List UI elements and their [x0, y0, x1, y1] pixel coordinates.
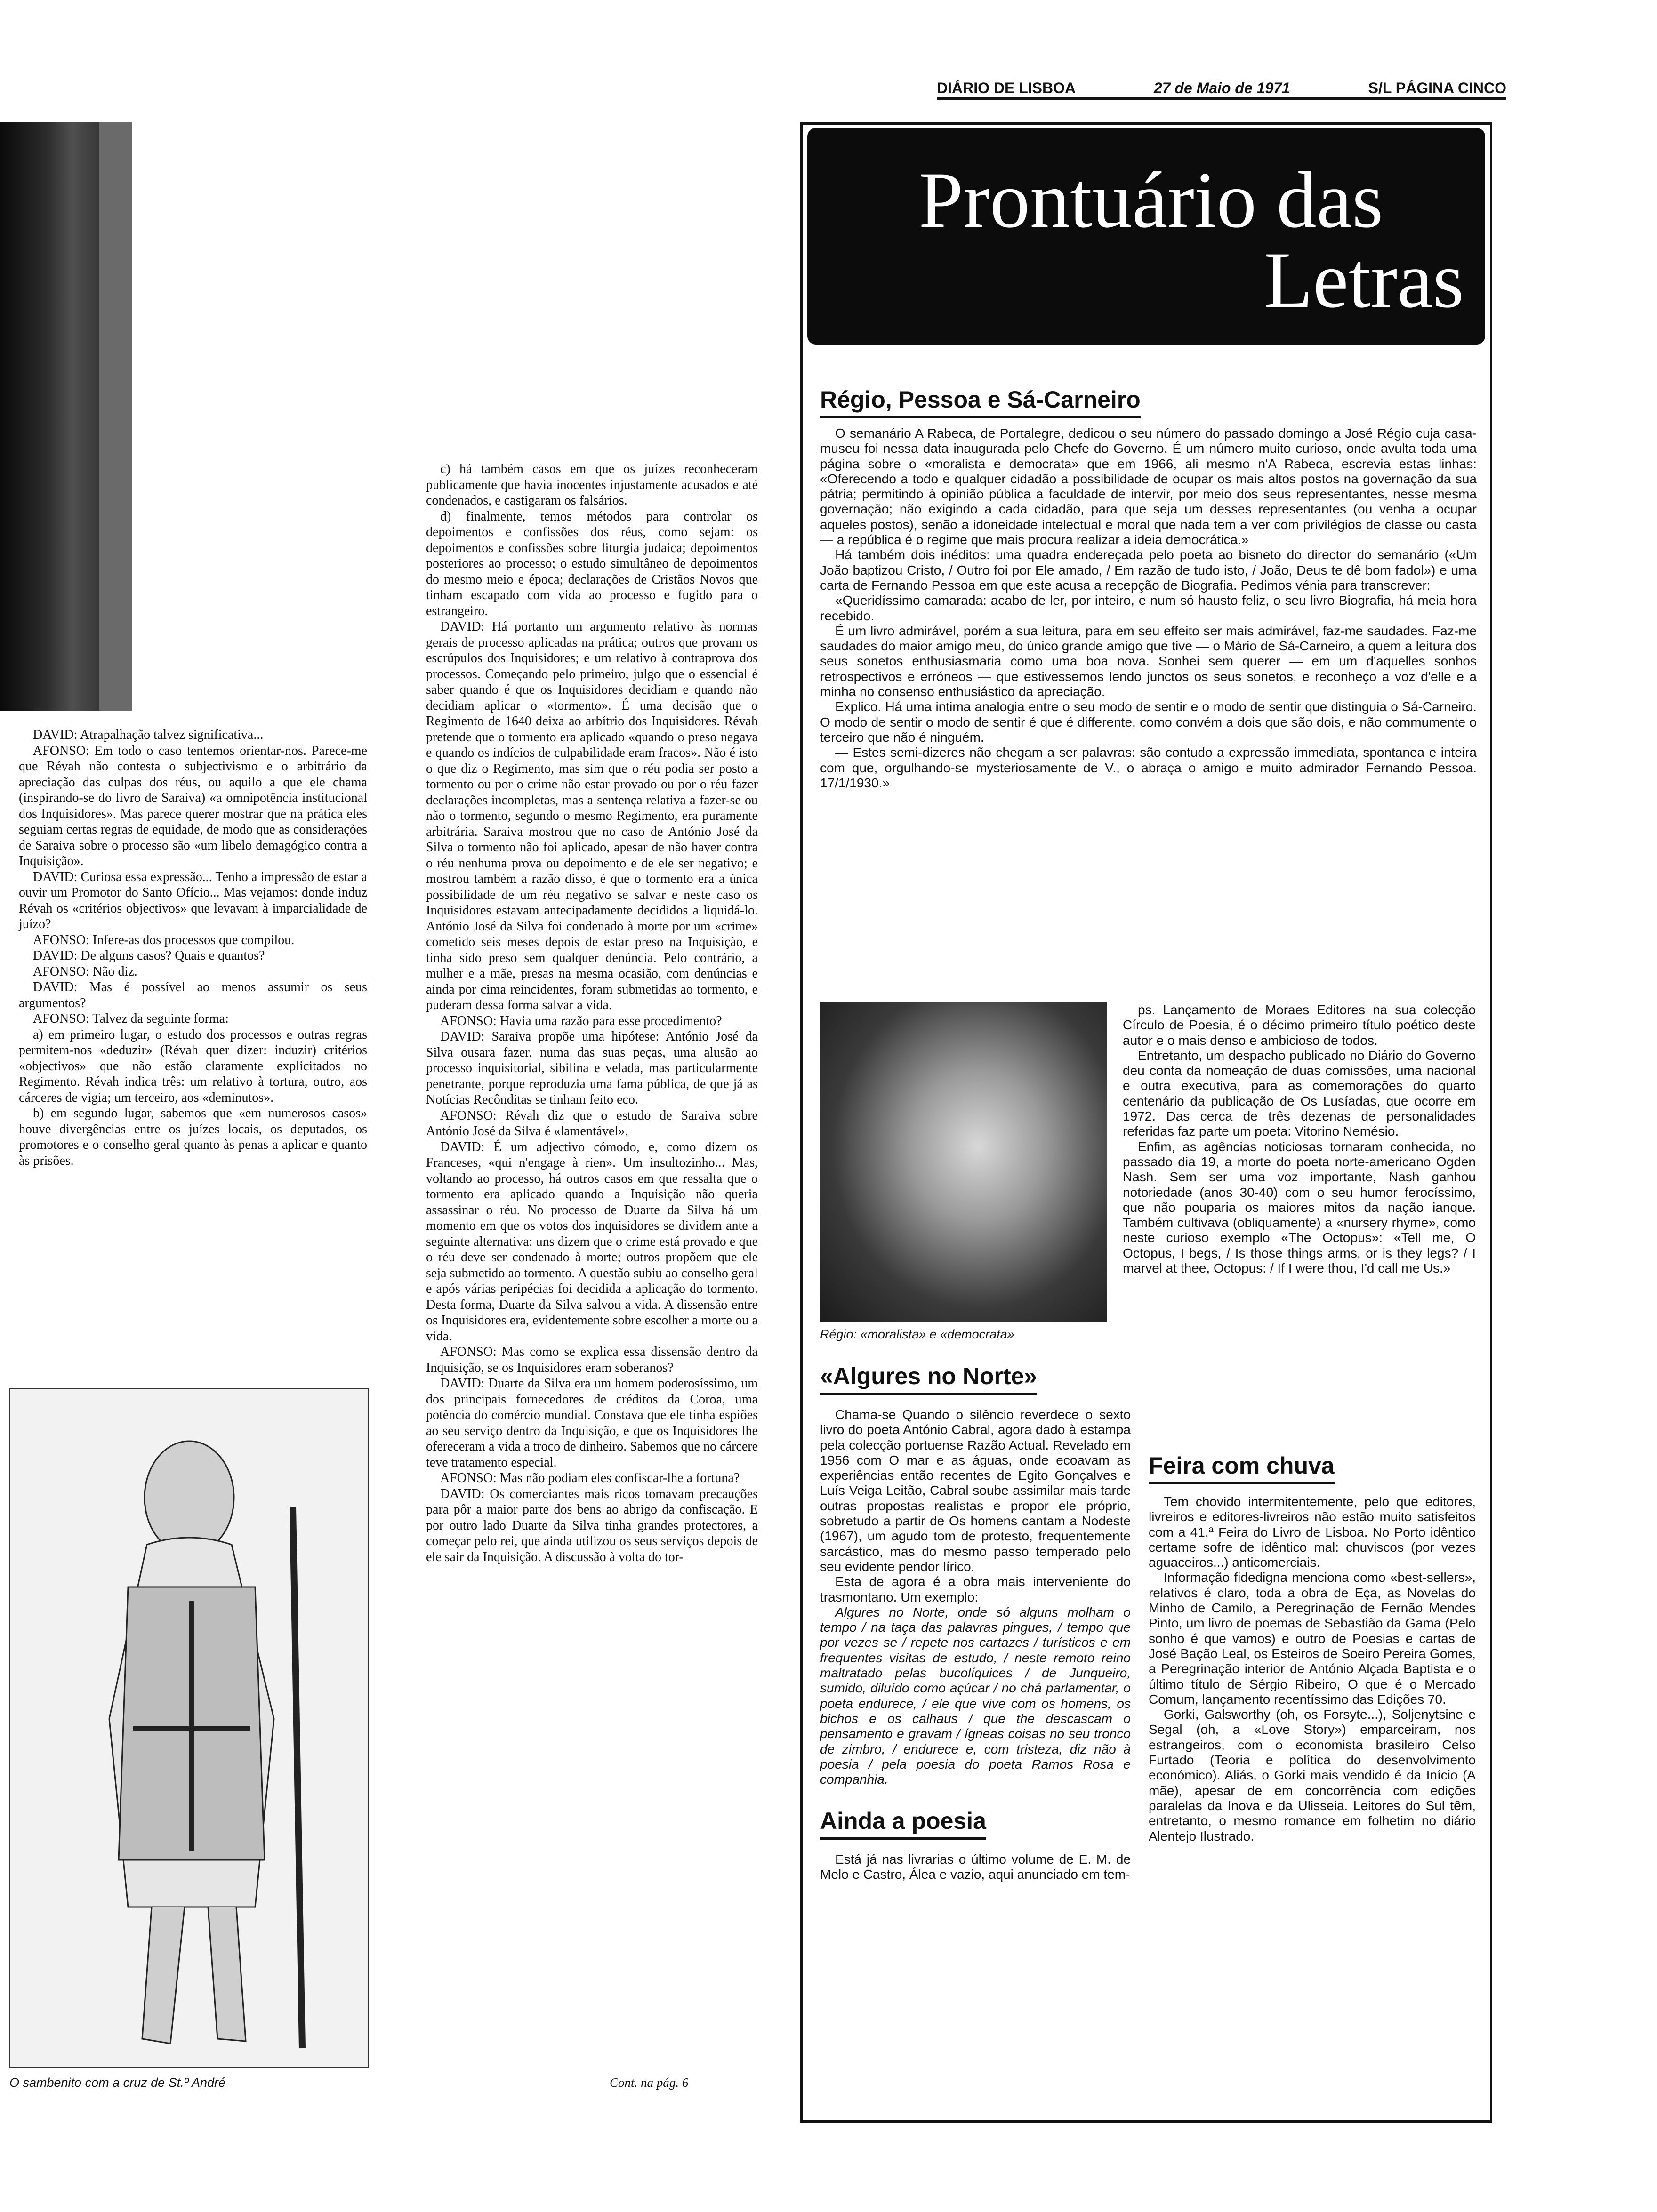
paragraph: — Estes semi-dizeres não chegam a ser palavras: são contudo a expressão immediata, spontanea e inteira com que, orgulhando-se mysteriosamente de V., o abraça o amigo e muito admirador Fernando Pessoa. 17/1/1930.» — [820, 745, 1477, 790]
section-regio-body — [820, 426, 1477, 791]
section-title-feira: Feira com chuva — [1149, 1452, 1335, 1484]
paragraph: AFONSO: Mas não podiam eles confiscar-lhe a fortuna? — [440, 1471, 740, 1485]
paragraph: Informação fidedigna menciona como «best-sellers», relativos é claro, toda a obra de Eça, as Novelas do Minho de Camilo, a Peregrinação de Fernão Mendes Pinto, um livro de poemas de Sebastião da Gama (Pelo sonho é que vamos) e outro de Poesias e cartas de José Bação Leal, os Esteiros de Soeiro Pereira Gomes, a Peregrinação interior de António Alçada Baptista e o último título de Sérgio Ribeiro, O que é o Mercado Comum, lançamento recentíssimo das Edições 70. — [1149, 1570, 1476, 1707]
feature-title-line-2: Letras — [1264, 236, 1464, 324]
continued-note: Cont. na pág. 6 — [610, 2076, 689, 2090]
paragraph: Enfim, as agências noticiosas tornaram conhecida, no passado dia 19, a morte do poeta norte-americano Ogden Nash. Sem ser uma voz importante, Nash ganhou notoriedade (anos 30-40) com o seu humor ferocíssimo, que não pouparia os maiores mitos da nação ianque. Também cultivava (obliquamente) a «nursery rhyme», como neste curioso exemplo «The Octopus»: «Tell me, O Octopus, I begs, / Is those things arms, or is they legs? / I marvel at thee, Octopus: / If I were thou, I'd call me Us.» — [1123, 1139, 1476, 1276]
section-title-algures: «Algures no Norte» — [820, 1362, 1037, 1395]
section-title-ainda: Ainda a poesia — [820, 1807, 986, 1840]
section-regio-continued — [1123, 1002, 1476, 1276]
paragraph: DAVID: É um adjectivo cómodo, e, como dizem os Franceses, «qui n'engage à rien». Um insultozinho... Mas, voltando ao processo, há outros casos em que ressalta que o tormento era aplicado quando a Inquisição não queria assassinar o réu. No processo de Duarte da Silva há um momento em que os votos dos inquisidores se dividem ante a seguinte alternativa: uns dizem que o crime está provado e que o réu deve ser condenado à morte; outros propõem que ele seja submetido ao tormento. A questão subiu ao conselho geral e após várias peripécias foi decidida a aplicação do tormento. Desta forma, Duarte da Silva salvou a vida. A dissensão entre os Inquisidores era, evidentemente sobre escolher a morte ou a vida. — [426, 1139, 758, 1344]
paragraph: Chama-se Quando o silêncio reverdece o sexto livro do poeta António Cabral, agora dado à estampa pela colecção portuense Razão Actual. Revelado em 1956 com O mar e as águas, onde ecoavam as experiências então recentes de Egito Gonçalves e Luís Veiga Leitão, Cabral soube assimilar mais tarde outras propostas realistas e propor ele próprio, sobretudo a partir de Os homens cantam a Nodeste (1967), um agudo tom de protesto, frequentemente sarcástico, mas do mesmo passo temperado pelo seu evidente pendor lírico. — [820, 1407, 1131, 1574]
portrait-caption: Régio: «moralista» e «democrata» — [820, 1327, 1014, 1341]
paragraph: ps. Lançamento de Moraes Editores na sua colecção Círculo de Poesia, é o décimo primeiro título poético deste autor e o mais denso e ambicioso de todos. — [1123, 1002, 1476, 1048]
paragraph: AFONSO: Infere-as dos processos que compilou. — [33, 932, 295, 947]
doorway-shape — [99, 122, 132, 711]
page-label: S/L PÁGINA CINCO — [1368, 80, 1506, 96]
newspaper-name: DIÁRIO DE LISBOA — [937, 80, 1076, 96]
paragraph: É um livro admirável, porém a sua leitura, para em seu effeito ser mais admirável, faz-me saudades. Faz-me saudades do maior amigo meu, do único grande amigo que tive — o Mário de Sá-Carneiro, a quem a leitura dos seus sonetos enthusiasmaria como uma boa nova. Sonhei sem querer — em um d'aquelles sonhos retrospectivos e erróneos — que estivessemos lendo junctos os seus sonetos, e reconheço a voz d'elle e a minha no consenso enthusiástico da apreciação. — [820, 623, 1477, 699]
paragraph: Há também dois inéditos: uma quadra endereçada pelo poeta ao bisneto do director do semanário («Um João baptizou Cristo, / Outro foi por Ele amado, / Em razão de tudo isto, / João, Deus te dê bom fadol») e uma carta de Fernando Pessoa em que este acusa a recepção de Biografia. Pedimos vénia para transcrever: — [820, 547, 1477, 593]
section-algures-body — [820, 1407, 1131, 1787]
portrait-jose-regio — [820, 1002, 1107, 1322]
paragraph: Tem chovido intermitentemente, pelo que editores, livreiros e editores-livreiros não estão muito satisfeitos com a 41.ª Feira do Livro de Lisboa. No Porto idêntico certame sofre de idêntico mal: chuviscos (por vezes aguaceiros...) anticomerciais. — [1149, 1494, 1476, 1570]
paragraph: DAVID: Curiosa essa expressão... Tenho a impressão de estar a ouvir um Promotor do Santo Ofício... Mas vejamos: donde induz Révah os «critérios objectivos» que levavam à imparcialidade de juízo? — [19, 869, 367, 931]
engraving-illustration — [10, 1389, 368, 2067]
paragraph: Explico. Há uma intima analogia entre o seu modo de sentir e o modo de sentir que distinguia o Sá-Carneiro. O modo de sentir o modo de sentir é que é differente, como convém a dois que são dois, e não commumente o terceiro que não é ninguém. — [820, 699, 1477, 745]
paragraph: AFONSO: Havia uma razão para esse procedimento? — [440, 1013, 722, 1028]
paragraph: AFONSO: Révah diz que o estudo de Saraiva sobre António José da Silva é «lamentável». — [426, 1108, 758, 1138]
paragraph: DAVID: Mas é possível ao menos assumir os seus argumentos? — [19, 980, 367, 1010]
paragraph: Gorki, Galsworthy (oh, os Forsyte...), Soljenytsine e Segal (oh, a «Love Story») emparceiram, nos estrangeiros, com o economista brasileiro Celso Furtado (Teoria e política do desenvolvimento económico). Aliás, o Gorki mais vendido é da Início (A mãe), apesar de em concorrência com edições paralelas da Inova e da Ulisseia. Leitores do Sul têm, entretanto, o mesmo romance em folhetim no diário Alentejo Ilustrado. — [1149, 1707, 1476, 1843]
poem-excerpt: Algures no Norte, onde só alguns molham o tempo / na taça das palavras pingues, / tempo que por vezes se / repete nos cartazes / turísticos e em frequentes visitas de estudo, / neste remoto reino maltratado pelas bucolíquices / de Junqueiro, sumido, diluído como açúcar / no chá parlamentar, o poeta endurece, / ele que vive com os homens, os bichos e os calhaus / que the descascam o pensamento e gravam / ígneas coisas no seu tronco de zimbro, / endurece e, com tristeza, diz não à poesia / pela poesia do poeta Ramos Rosa e companhia. — [820, 1604, 1131, 1787]
paragraph: «Queridíssimo camarada: acabo de ler, por inteiro, e num só hausto feliz, o seu livro Biografia, há meia hora recebido. — [820, 593, 1477, 623]
paragraph: DAVID: Duarte da Silva era um homem poderosíssimo, um dos principais fornecedores de créditos da Coroa, uma potência do comércio mundial. Constava que ele tinha espiões ao seu serviço dentro da Inquisição, e que os Inquisidores lhe ofereceram a vida a troco de dinheiro. Sabemos que no cárcere teve tratamento especial. — [426, 1376, 758, 1470]
paragraph: O semanário A Rabeca, de Portalegre, dedicou o seu número do passado domingo a José Régio cuja casa-museu foi nessa data inaugurada pelo Chefe do Governo. É um número muito curioso, onde avulta toda uma página sobre o «moralista e democrata» que em 1966, ali mesmo n'A Rabeca, escrevia estas linhas: «Oferecendo a todo e qualquer cidadão a possibilidade de ocupar os mais altos postos na governação da sua pátria; permitindo à opinião pública a faculdade de intervir, por meio dos seus representantes, nesse mesma governação; não exigindo a cada cidadão, para que seja um desses representantes (ou venha a ocupar aqueles postos), senão a idoneidade intelectual e moral que nada tem a ver com privilégios de classe ou casta — a república é o regime que mais procura realizar a ideia democrática.» — [820, 426, 1477, 547]
paragraph: DAVID: Há portanto um argumento relativo às normas gerais de processo aplicadas na prática; outros que provam os escrúpulos dos Inquisidores; e um relativo à contraprova dos processos. Começando pelo primeiro, julgo que o essencial é saber quando é que os Inquisidores decidiam e quando não decidiam aplicar o «tormento». É uma decisão que o Regimento de 1640 deixa ao arbítrio dos Inquisidores. Révah pretende que o tormento era aplicado «quando o preso negava e quando os indícios de culpabilidade eram fracos». Não é isto o que diz o Regimento, mas sim que o réu podia ser posto a tormento ou por o crime não estar provado ou por o réu fazer declarações incompletas, mas a sentença relativa a fazer-se ou não o tormento, segundo o mesmo Regimento, era puramente arbitrária. Saraiva mostrou que no caso de António José da Silva o tormento não foi aplicado, apesar de não haver contra o réu nenhuma prova ou depoimento e de ele ser negativo; e mostrou também a razão disso, é que o tormento era a única possibilidade de um réu negativo se salvar e neste caso os Inquisidores estavam antecipadamente decididos a liquidá-lo. António José da Silva foi condenado à morte por um «crime» cometido seis meses depois de estar preso na Inquisição, e tinha sido preso sem qualquer denúncia. Pelo contrário, a mulher e a mãe, presas na mesma ocasião, com denúncias e ainda por cima reincidentes, foram submetidas ao tormento, e puderam dessa forma salvar a vida. — [426, 619, 758, 1012]
section-ainda-body — [820, 1852, 1131, 1883]
paragraph: DAVID: De alguns casos? Quais e quantos? — [33, 948, 265, 963]
top-left-photo — [0, 122, 132, 711]
paragraph: Entretanto, um despacho publicado no Diário do Governo deu conta da nomeação de duas comissões, uma nacional e outra executiva, para as comemorações do quarto centenário da publicação de Os Lusíadas, que ocorre em 1972. Das cerca de três dezenas de personalidades referidas faz parte um poeta: Vitorino Nemésio. — [1123, 1048, 1476, 1139]
paragraph: AFONSO: Talvez da seguinte forma: — [33, 1011, 229, 1026]
article-column-2 — [426, 461, 758, 1565]
paragraph: Está já nas livrarias o último volume de E. M. de Melo e Castro, Álea e vazio, aqui anunciado em tem- — [820, 1852, 1131, 1882]
section-title-regio: Régio, Pessoa e Sá-Carneiro — [820, 386, 1141, 418]
paragraph: DAVID: Atrapalhação talvez significativa... — [33, 728, 264, 742]
paragraph: a) em primeiro lugar, o estudo dos processos e outras regras permitem-nos «deduzir» (Révah quer dizer: induzir) critérios «objectivos» que não estão claramente explicitados no Regimento. Révah indica três: um relativo à tortura, outro, aos cárceres de vigia; um terceiro, aos «deminutos». — [19, 1027, 367, 1105]
sambenito-engraving — [9, 1388, 369, 2068]
paragraph: b) em segundo lugar, sabemos que «em numerosos casos» houve divergências entre os juízes locais, os deputados, os promotores e o conselho geral quanto às penas a aplicar e quanto às prisões. — [19, 1106, 367, 1168]
paragraph: d) finalmente, temos métodos para controlar os depoimentos e confissões dos réus, como sejam: os depoimentos e confissões sobre liturgia judaica; depoimentos posteriores ao processo; o estudo simultâneo de depoimentos do mesmo meio e época; declarações de Cristãos Novos que tinham escapado com vida ao processo e fugido para o estrangeiro. — [426, 509, 758, 618]
paragraph: AFONSO: Não diz. — [33, 964, 137, 979]
feature-title-line-1: Prontuário das — [918, 156, 1384, 244]
paragraph: AFONSO: Em todo o caso tentemos orientar-nos. Parece-me que Révah não contesta o subjectivismo e o arbitrário da apreciação das culpas dos réus, ou aquilo a que ele chama (inspirando-se do livro de Saraiva) «a omnipotência institucional dos Inquisidores». Mas parece querer mostrar que na prática eles seguiam certas regras de equidade, de modo que as considerações de Saraiva sobre o processo são «um libelo demagógico contra a Inquisição». — [19, 743, 367, 868]
paragraph: DAVID: Os comerciantes mais ricos tomavam precauções para pôr a maior parte dos bens ao abrigo da confiscação. E por outro lado Duarte da Silva tinha grandes protectores, a começar pelo rei, que ainda utilizou os seus serviços depois de ele sair da Inquisição. A discussão à volta do tor- — [426, 1486, 758, 1564]
paragraph: DAVID: Saraiva propõe uma hipótese: António José da Silva ousara fazer, numa das suas peças, uma alusão ao processo inquisitorial, sibilina e velada, mas particularmente penetrante, porque reproduzia uma fama pública, de que já as Notícias Recônditas se tinham feito eco. — [426, 1029, 758, 1107]
article-column-1 — [19, 727, 367, 1169]
engraving-caption: O sambenito com a cruz de St.º André — [9, 2076, 226, 2090]
section-feira-body — [1149, 1494, 1476, 1844]
issue-date: 27 de Maio de 1971 — [1153, 80, 1290, 96]
paragraph: Esta de agora é a obra mais interveniente do trasmontano. Um exemplo: — [820, 1574, 1131, 1604]
paragraph: AFONSO: Mas como se explica essa dissensão dentro da Inquisição, se os Inquisidores eram soberanos? — [426, 1345, 758, 1375]
paragraph: c) há também casos em que os juízes reconheceram publicamente que havia inocentes injustamente acusados e até condenados, e castigaram os falsários. — [426, 462, 758, 508]
page-header — [937, 75, 1506, 100]
